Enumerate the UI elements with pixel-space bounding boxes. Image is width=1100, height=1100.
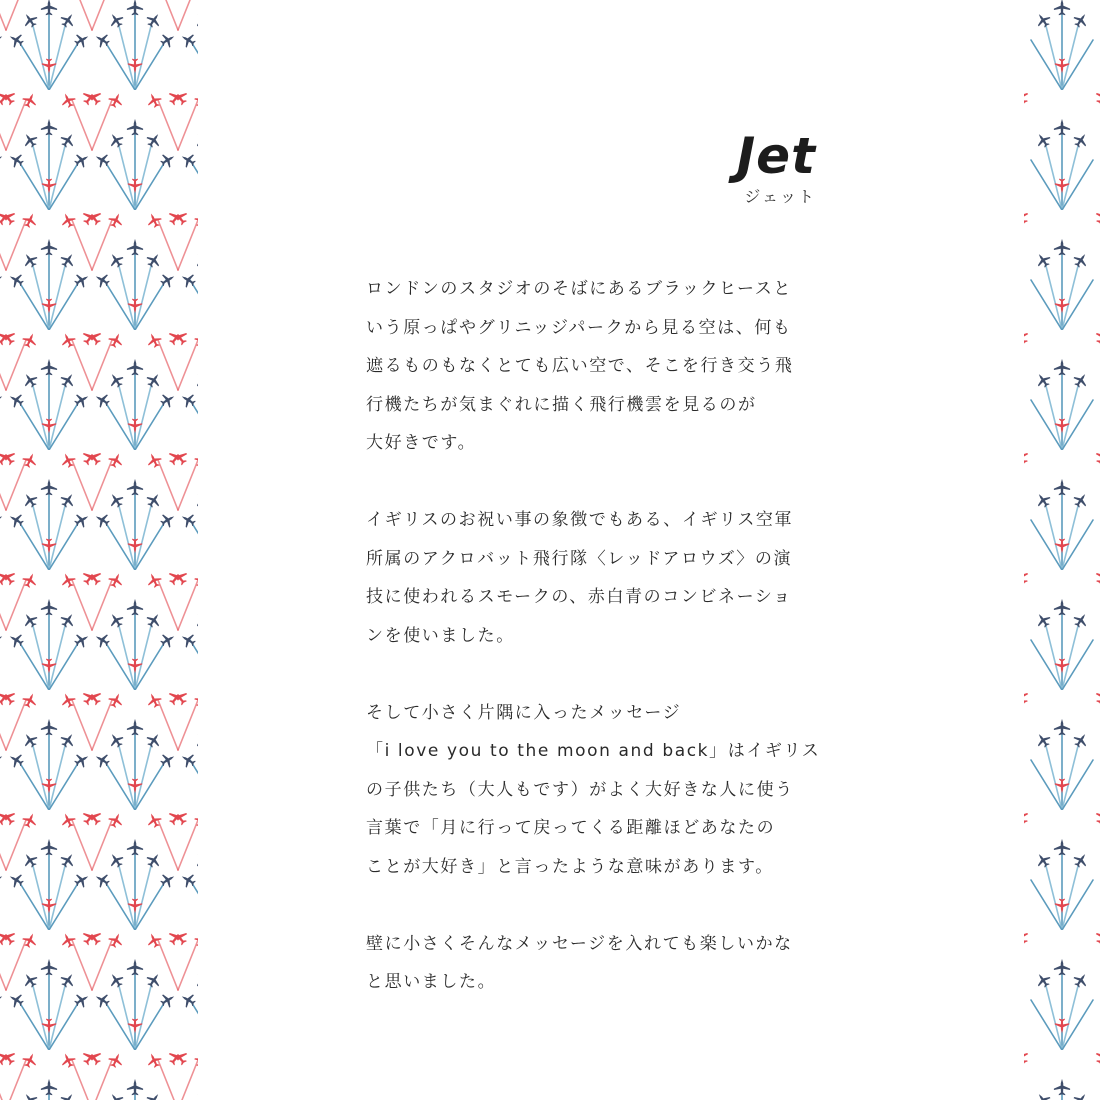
paragraph-2 <box>366 501 826 655</box>
jet-pattern-left-svg <box>0 0 198 1100</box>
paragraph-line: の子供たち（大人もです）がよく大好きな人に使う <box>366 779 794 800</box>
page-subtitle: ジェット <box>744 187 816 206</box>
paragraph-line: 言葉で「月に行って戻ってくる距離ほどあなたの <box>366 818 776 838</box>
body-text <box>366 270 826 1002</box>
paragraph-line: イギリスのお祝い事の象徴でもある、イギリス空軍 <box>366 510 794 530</box>
paragraph-3 <box>366 694 826 887</box>
jet-pattern-right <box>1024 0 1100 1100</box>
paragraph-4 <box>366 925 826 1002</box>
paragraph-line: いう原っぱやグリニッジパークから見る空は、何も <box>366 317 792 338</box>
paragraph-line: そして小さく片隅に入ったメッセージ <box>366 702 682 723</box>
paragraph-line: 所属のアクロバット飛行隊〈レッドアロウズ〉の演 <box>366 548 793 569</box>
paragraph-line: 大好きです。 <box>366 433 477 453</box>
paragraph-line: 壁に小さくそんなメッセージを入れても楽しいかな <box>366 933 793 954</box>
title-block <box>737 128 816 208</box>
paragraph-line: 「i love you to the moon and back」はイギリス <box>366 741 821 761</box>
jet-pattern-right-svg <box>1024 0 1100 1100</box>
jet-pattern-left <box>0 0 198 1100</box>
page-title: Jet <box>736 127 816 185</box>
paragraph-line: 遮るものもなくとても広い空で、そこを行き交う飛 <box>366 356 794 376</box>
paragraph-line: と思いました。 <box>366 972 497 992</box>
paragraph-line: ンを使いました。 <box>366 625 515 646</box>
paragraph-line: ロンドンのスタジオのそばにあるブラックヒースと <box>366 279 792 299</box>
paragraph-line: 行機たちが気まぐれに描く飛行機雲を見るのが <box>366 394 757 415</box>
paragraph-line: ことが大好き」と言ったような意味があります。 <box>366 856 774 877</box>
paragraph-1 <box>366 270 826 463</box>
paragraph-line: 技に使われるスモークの、赤白青のコンビネーショ <box>366 587 792 607</box>
